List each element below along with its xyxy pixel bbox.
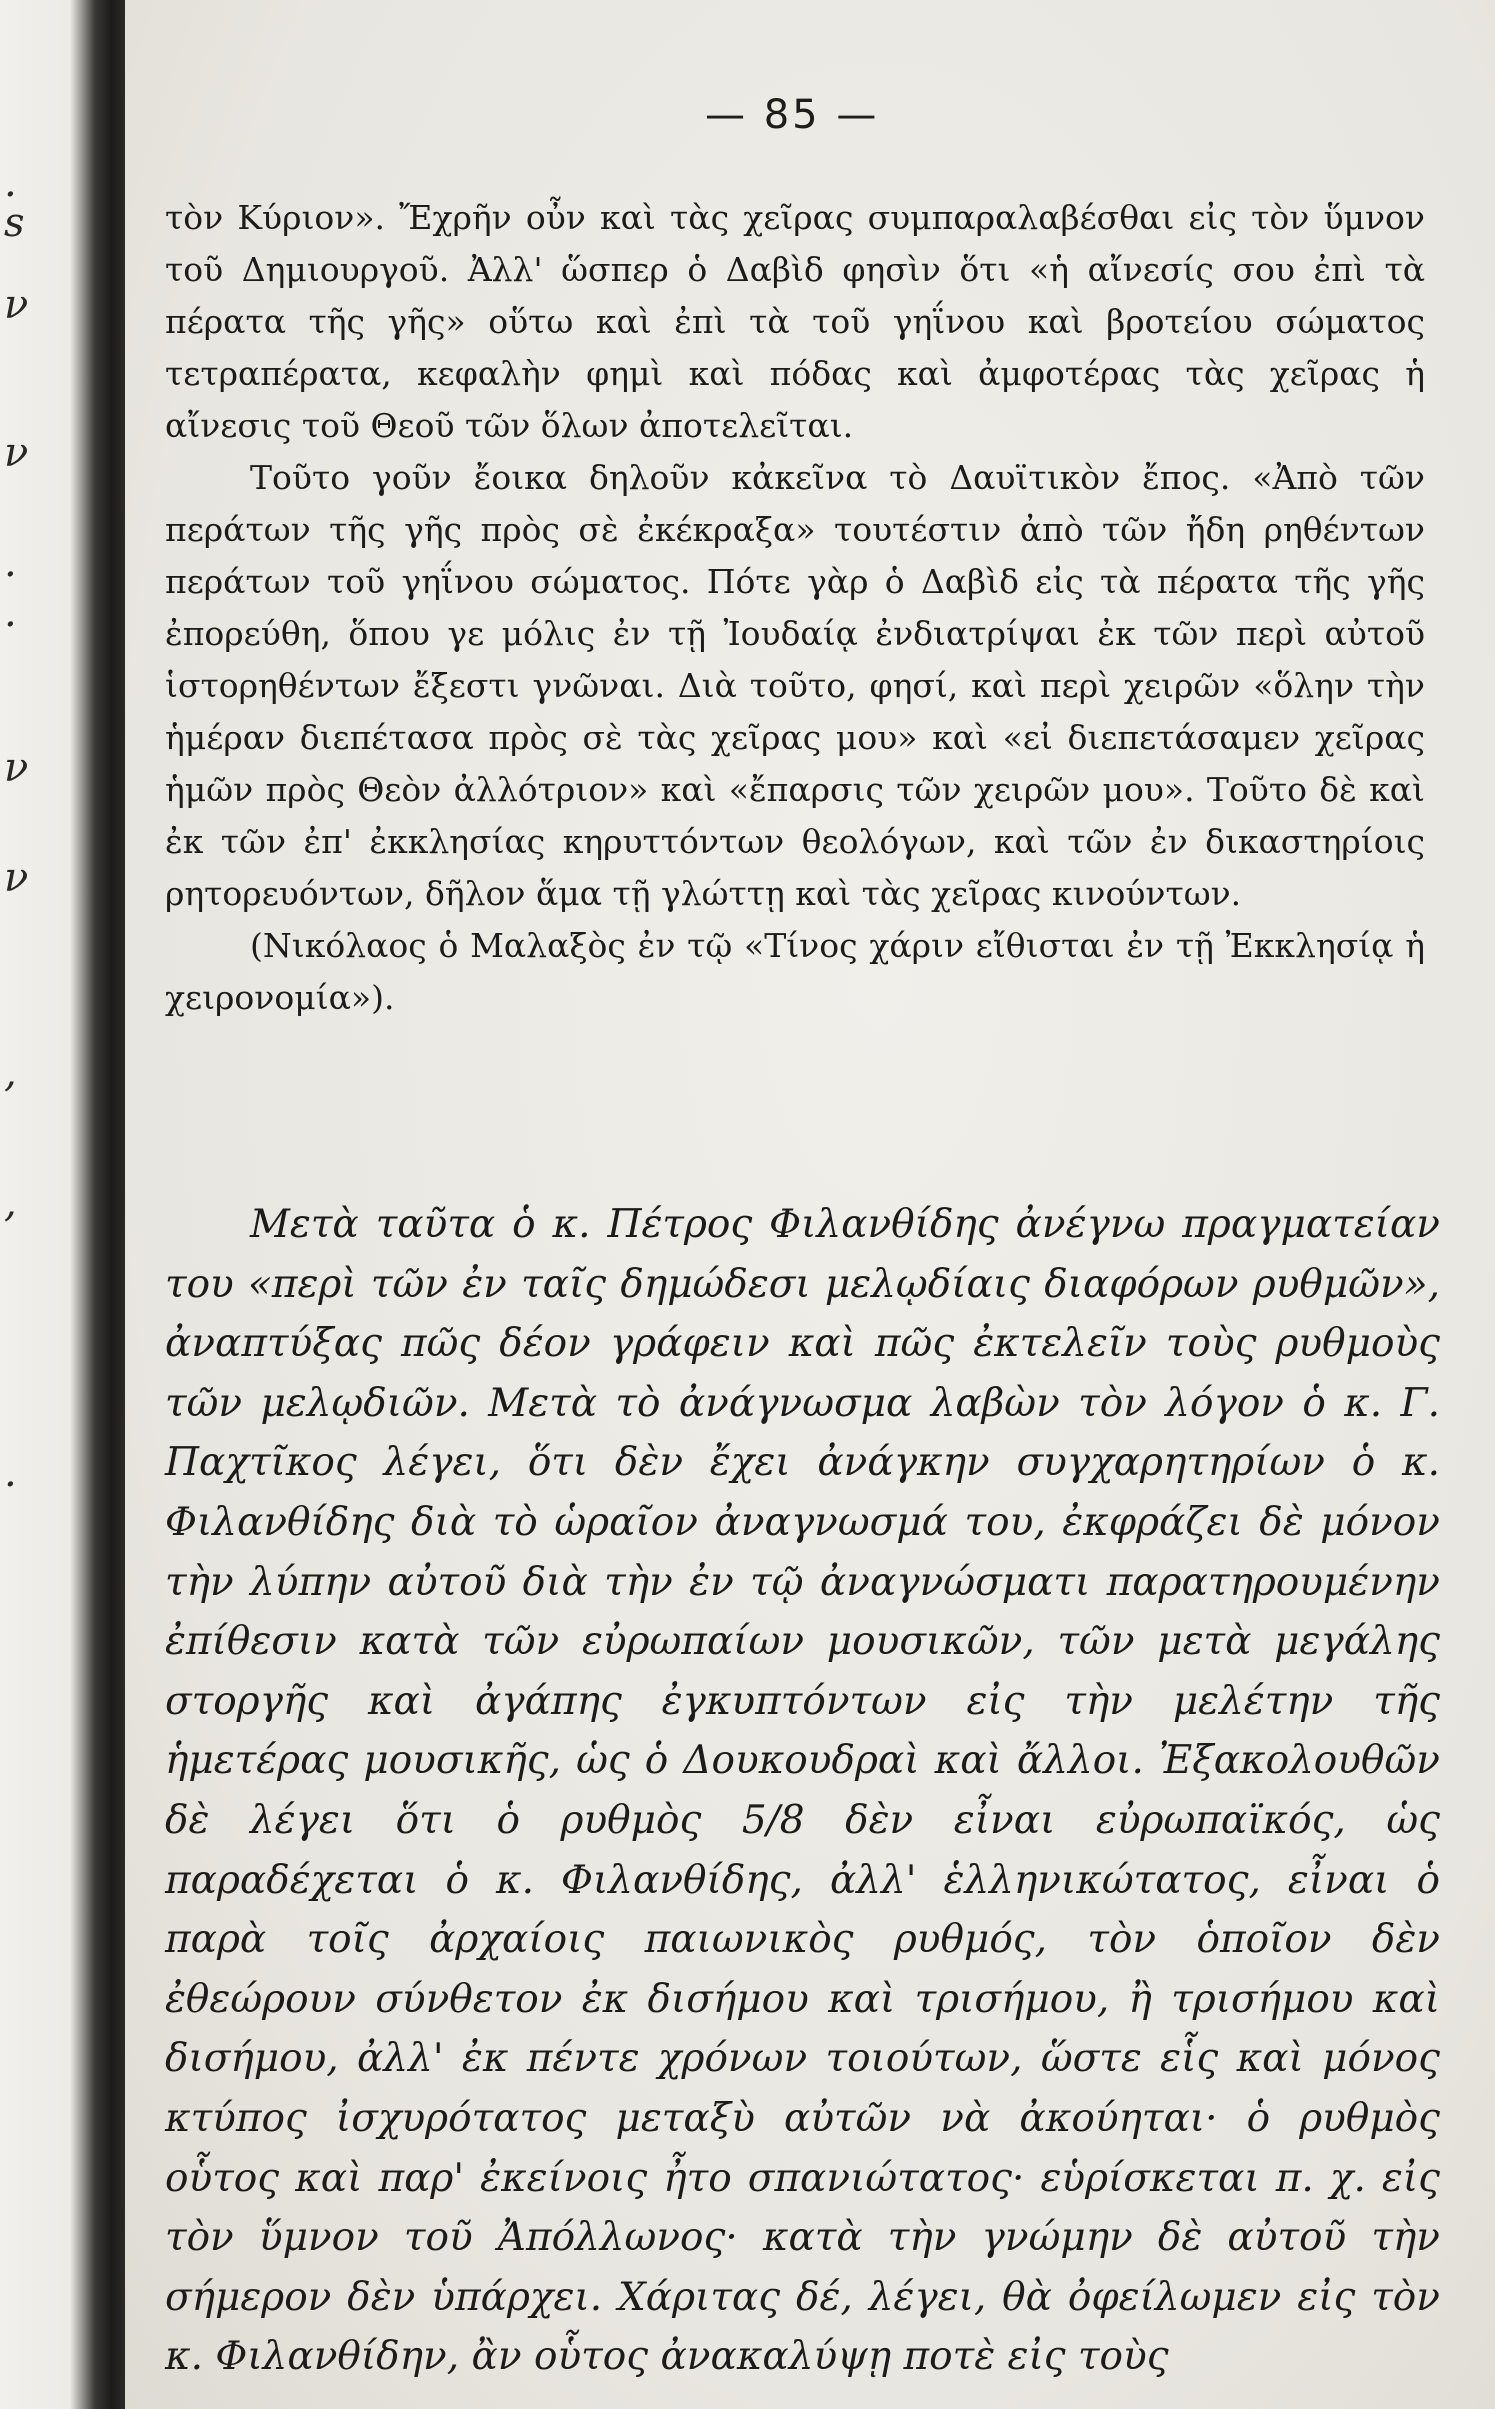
quoted-text-block: [165, 192, 1425, 1024]
margin-fragment: s: [4, 200, 25, 246]
paragraph: τὸν Κύριον». Ἔχρῆν οὖν καὶ τὰς χεῖρας συμπαραλαβέσθαι εἰς τὸν ὕμνον τοῦ Δημιουργοῦ. Ἀλλ' ὥσπερ ὁ Δαβὶδ φησὶν ὅτι «ἡ αἴνεσίς σου ἐπὶ τὰ πέρατα τῆς γῆς» οὕτω καὶ ἐπὶ τὰ τοῦ γηΐνου καὶ βροτείου σώματος τετραπέρατα, κεφαλὴν φημὶ καὶ πόδας καὶ ἀμφοτέρας τὰς χεῖρας ἡ αἴνεσις τοῦ Θεοῦ τῶν ὅλων ἀποτελεῖται.: [165, 198, 1425, 445]
paragraph: Τοῦτο γοῦν ἔοικα δηλοῦν κἀκεῖνα τὸ Δαυϊτικὸν ἔπος. «Ἀπὸ τῶν περάτων τῆς γῆς πρὸς σὲ ἐκέκραξα» τουτέστιν ἀπὸ τῶν ἤδη ρηθέντων περάτων τοῦ γηΐνου σώματος. Πότε γὰρ ὁ Δαβὶδ εἰς τὰ πέρατα τῆς γῆς ἐπορεύθη, ὅπου γε μόλις ἐν τῇ Ἰουδαίᾳ ἐνδιατρίψαι ἐκ τῶν περὶ αὐτοῦ ἱστορηθέντων ἔξεστι γνῶναι. Διὰ τοῦτο, φησί, καὶ περὶ χειρῶν «ὅλην τὴν ἡμέραν διεπέτασα πρὸς σὲ τὰς χεῖρας μου» καὶ «εἰ διεπετάσαμεν χεῖρας ἡμῶν πρὸς Θεὸν ἀλλότριον» καὶ «ἔπαρσις τῶν χειρῶν μου». Τοῦτο δὲ καὶ ἐκ τῶν ἐπ' ἐκκλησίας κηρυττόντων θεολόγων, καὶ τῶν ἐν δικαστηρίοις ρητορευόντων, δῆλον ἅμα τῇ γλώττῃ καὶ τὰς χεῖρας κινούντων.: [165, 458, 1425, 913]
margin-fragment: ν: [4, 745, 29, 791]
margin-fragment: ,: [4, 1050, 17, 1096]
citation: (Νικόλαος ὁ Μαλαξὸς ἐν τῷ «Τίνος χάριν εἴθισται ἐν τῇ Ἐκκλησίᾳ ἡ χειρονομία»).: [165, 926, 1425, 1017]
margin-fragment: ν: [4, 855, 29, 901]
margin-fragment: .: [4, 540, 17, 586]
binding-gutter: [0, 0, 125, 2409]
margin-fragment: .: [4, 1450, 17, 1496]
margin-fragment: ν: [4, 282, 29, 328]
margin-fragment: ,: [4, 1180, 17, 1226]
page-number: — 85 —: [705, 92, 880, 138]
book-page: [125, 0, 1495, 2409]
margin-fragment: .: [4, 160, 17, 206]
minutes-text-block: [165, 1195, 1440, 2387]
margin-fragment: .: [4, 590, 17, 636]
margin-fragment: ν: [4, 430, 29, 476]
paragraph: Μετὰ ταῦτα ὁ κ. Πέτρος Φιλανθίδης ἀνέγνω πραγματείαν του «περὶ τῶν ἐν ταῖς δημώδεσι μελῳδίαις διαφόρων ρυθμῶν», ἀναπτύξας πῶς δέον γράφειν καὶ πῶς ἐκτελεῖν τοὺς ρυθμοὺς τῶν μελῳδιῶν. Μετὰ τὸ ἀνάγνωσμα λαβὼν τὸν λόγον ὁ κ. Γ. Παχτῖκος λέγει, ὅτι δὲν ἔχει ἀνάγκην συγχαρητηρίων ὁ κ. Φιλανθίδης διὰ τὸ ὡραῖον ἀναγνωσμά του, ἐκφράζει δὲ μόνον τὴν λύπην αὐτοῦ διὰ τὴν ἐν τῷ ἀναγνώσματι παρατηρουμένην ἐπίθεσιν κατὰ τῶν εὐρωπαίων μουσικῶν, τῶν μετὰ μεγάλης στοργῆς καὶ ἀγάπης ἐγκυπτόντων εἰς τὴν μελέτην τῆς ἡμετέρας μουσικῆς, ὡς ὁ Δουκουδραὶ καὶ ἄλλοι. Ἐξακολουθῶν δὲ λέγει ὅτι ὁ ρυθμὸς 5/8 δὲν εἶναι εὐρωπαϊκός, ὡς παραδέχεται ὁ κ. Φιλανθίδης, ἀλλ' ἑλληνικώτατος, εἶναι ὁ παρὰ τοῖς ἀρχαίοις παιωνικὸς ρυθμός, τὸν ὁποῖον δὲν ἐθεώρουν σύνθετον ἐκ δισήμου καὶ τρισήμου, ἢ τρισήμου καὶ δισήμου, ἀλλ' ἐκ πέντε χρόνων τοιούτων, ὥστε εἷς καὶ μόνος κτύπος ἰσχυρότατος μεταξὺ αὐτῶν νὰ ἀκούηται· ὁ ρυθμὸς οὗτος καὶ παρ' ἐκείνοις ἦτο σπανιώτατος· εὑρίσκεται π. χ. εἰς τὸν ὕμνον τοῦ Ἀπόλλωνος· κατὰ τὴν γνώμην δὲ αὐτοῦ τὴν σήμερον δὲν ὑπάρχει. Χάριτας δέ, λέγει, θὰ ὀφείλωμεν εἰς τὸν κ. Φιλανθίδην, ἂν οὗτος ἀνακαλύψῃ ποτὲ εἰς τοὺς: [165, 1202, 1440, 2380]
